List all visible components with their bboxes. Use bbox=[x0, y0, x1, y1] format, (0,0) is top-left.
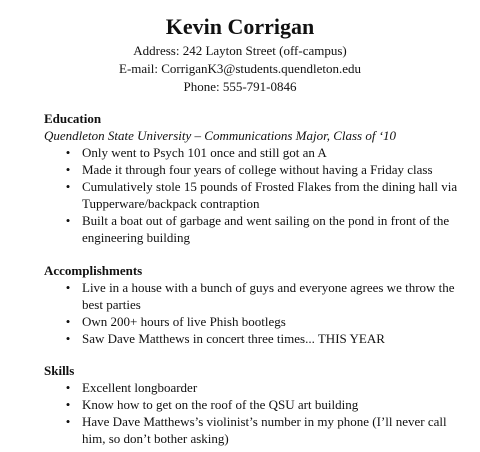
list-item-text: Made it through four years of college without having a Friday class bbox=[82, 162, 433, 177]
list-item-text: Built a boat out of garbage and went sailing on the pond in front of the engineering building bbox=[82, 213, 450, 245]
email-line: E-mail: CorriganK3@students.quendleton.edu bbox=[119, 61, 361, 76]
list-item bbox=[44, 144, 464, 161]
list-item-text: Live in a house with a bunch of guys and everyone agrees we throw the best parties bbox=[82, 280, 455, 312]
list-item bbox=[44, 330, 464, 347]
skills-heading: Skills bbox=[44, 363, 75, 378]
list-item bbox=[44, 279, 464, 313]
bullet-icon: • bbox=[65, 331, 71, 346]
list-item-text: Excellent longboarder bbox=[82, 380, 198, 395]
accomplishments-heading: Accomplishments bbox=[44, 263, 143, 278]
list-item-text: Know how to get on the roof of the QSU art building bbox=[82, 397, 359, 412]
list-item-text: Own 200+ hours of live Phish bootlegs bbox=[82, 314, 286, 329]
list-item bbox=[44, 413, 464, 447]
education-heading: Education bbox=[44, 111, 102, 126]
bullet-icon: • bbox=[65, 397, 71, 412]
bullet-icon: • bbox=[65, 145, 71, 160]
list-item-text: Have Dave Matthews’s violinist’s number in my phone (I’ll never call him, so don’t bother asking) bbox=[82, 414, 447, 446]
list-item bbox=[44, 178, 464, 212]
list-item-text: Saw Dave Matthews in concert three times... THIS YEAR bbox=[82, 331, 385, 346]
list-item bbox=[44, 313, 464, 330]
bullet-icon: • bbox=[65, 380, 71, 395]
list-item-text: Only went to Psych 101 once and still got an A bbox=[82, 145, 327, 160]
list-item bbox=[44, 379, 464, 396]
skills-section bbox=[44, 362, 464, 447]
resume-name: Kevin Corrigan bbox=[165, 14, 315, 39]
accomplishments-list bbox=[44, 279, 464, 347]
education-school-line: Quendleton State University – Communications Major, Class of ‘10 bbox=[44, 128, 397, 143]
education-section bbox=[44, 110, 464, 246]
address-line: Address: 242 Layton Street (off-campus) bbox=[133, 43, 347, 58]
list-item-text: Cumulatively stole 15 pounds of Frosted Flakes from the dining hall via Tupperware/backpack contraption bbox=[82, 179, 458, 211]
list-item bbox=[44, 212, 464, 246]
bullet-icon: • bbox=[65, 162, 71, 177]
bullet-icon: • bbox=[65, 179, 71, 194]
list-item bbox=[44, 396, 464, 413]
education-list bbox=[44, 144, 464, 246]
bullet-icon: • bbox=[65, 314, 71, 329]
list-item bbox=[44, 161, 464, 178]
phone-line: Phone: 555-791-0846 bbox=[183, 79, 297, 94]
bullet-icon: • bbox=[65, 280, 71, 295]
bullet-icon: • bbox=[65, 414, 71, 429]
bullet-icon: • bbox=[65, 213, 71, 228]
skills-list bbox=[44, 379, 464, 447]
accomplishments-section bbox=[44, 262, 464, 347]
